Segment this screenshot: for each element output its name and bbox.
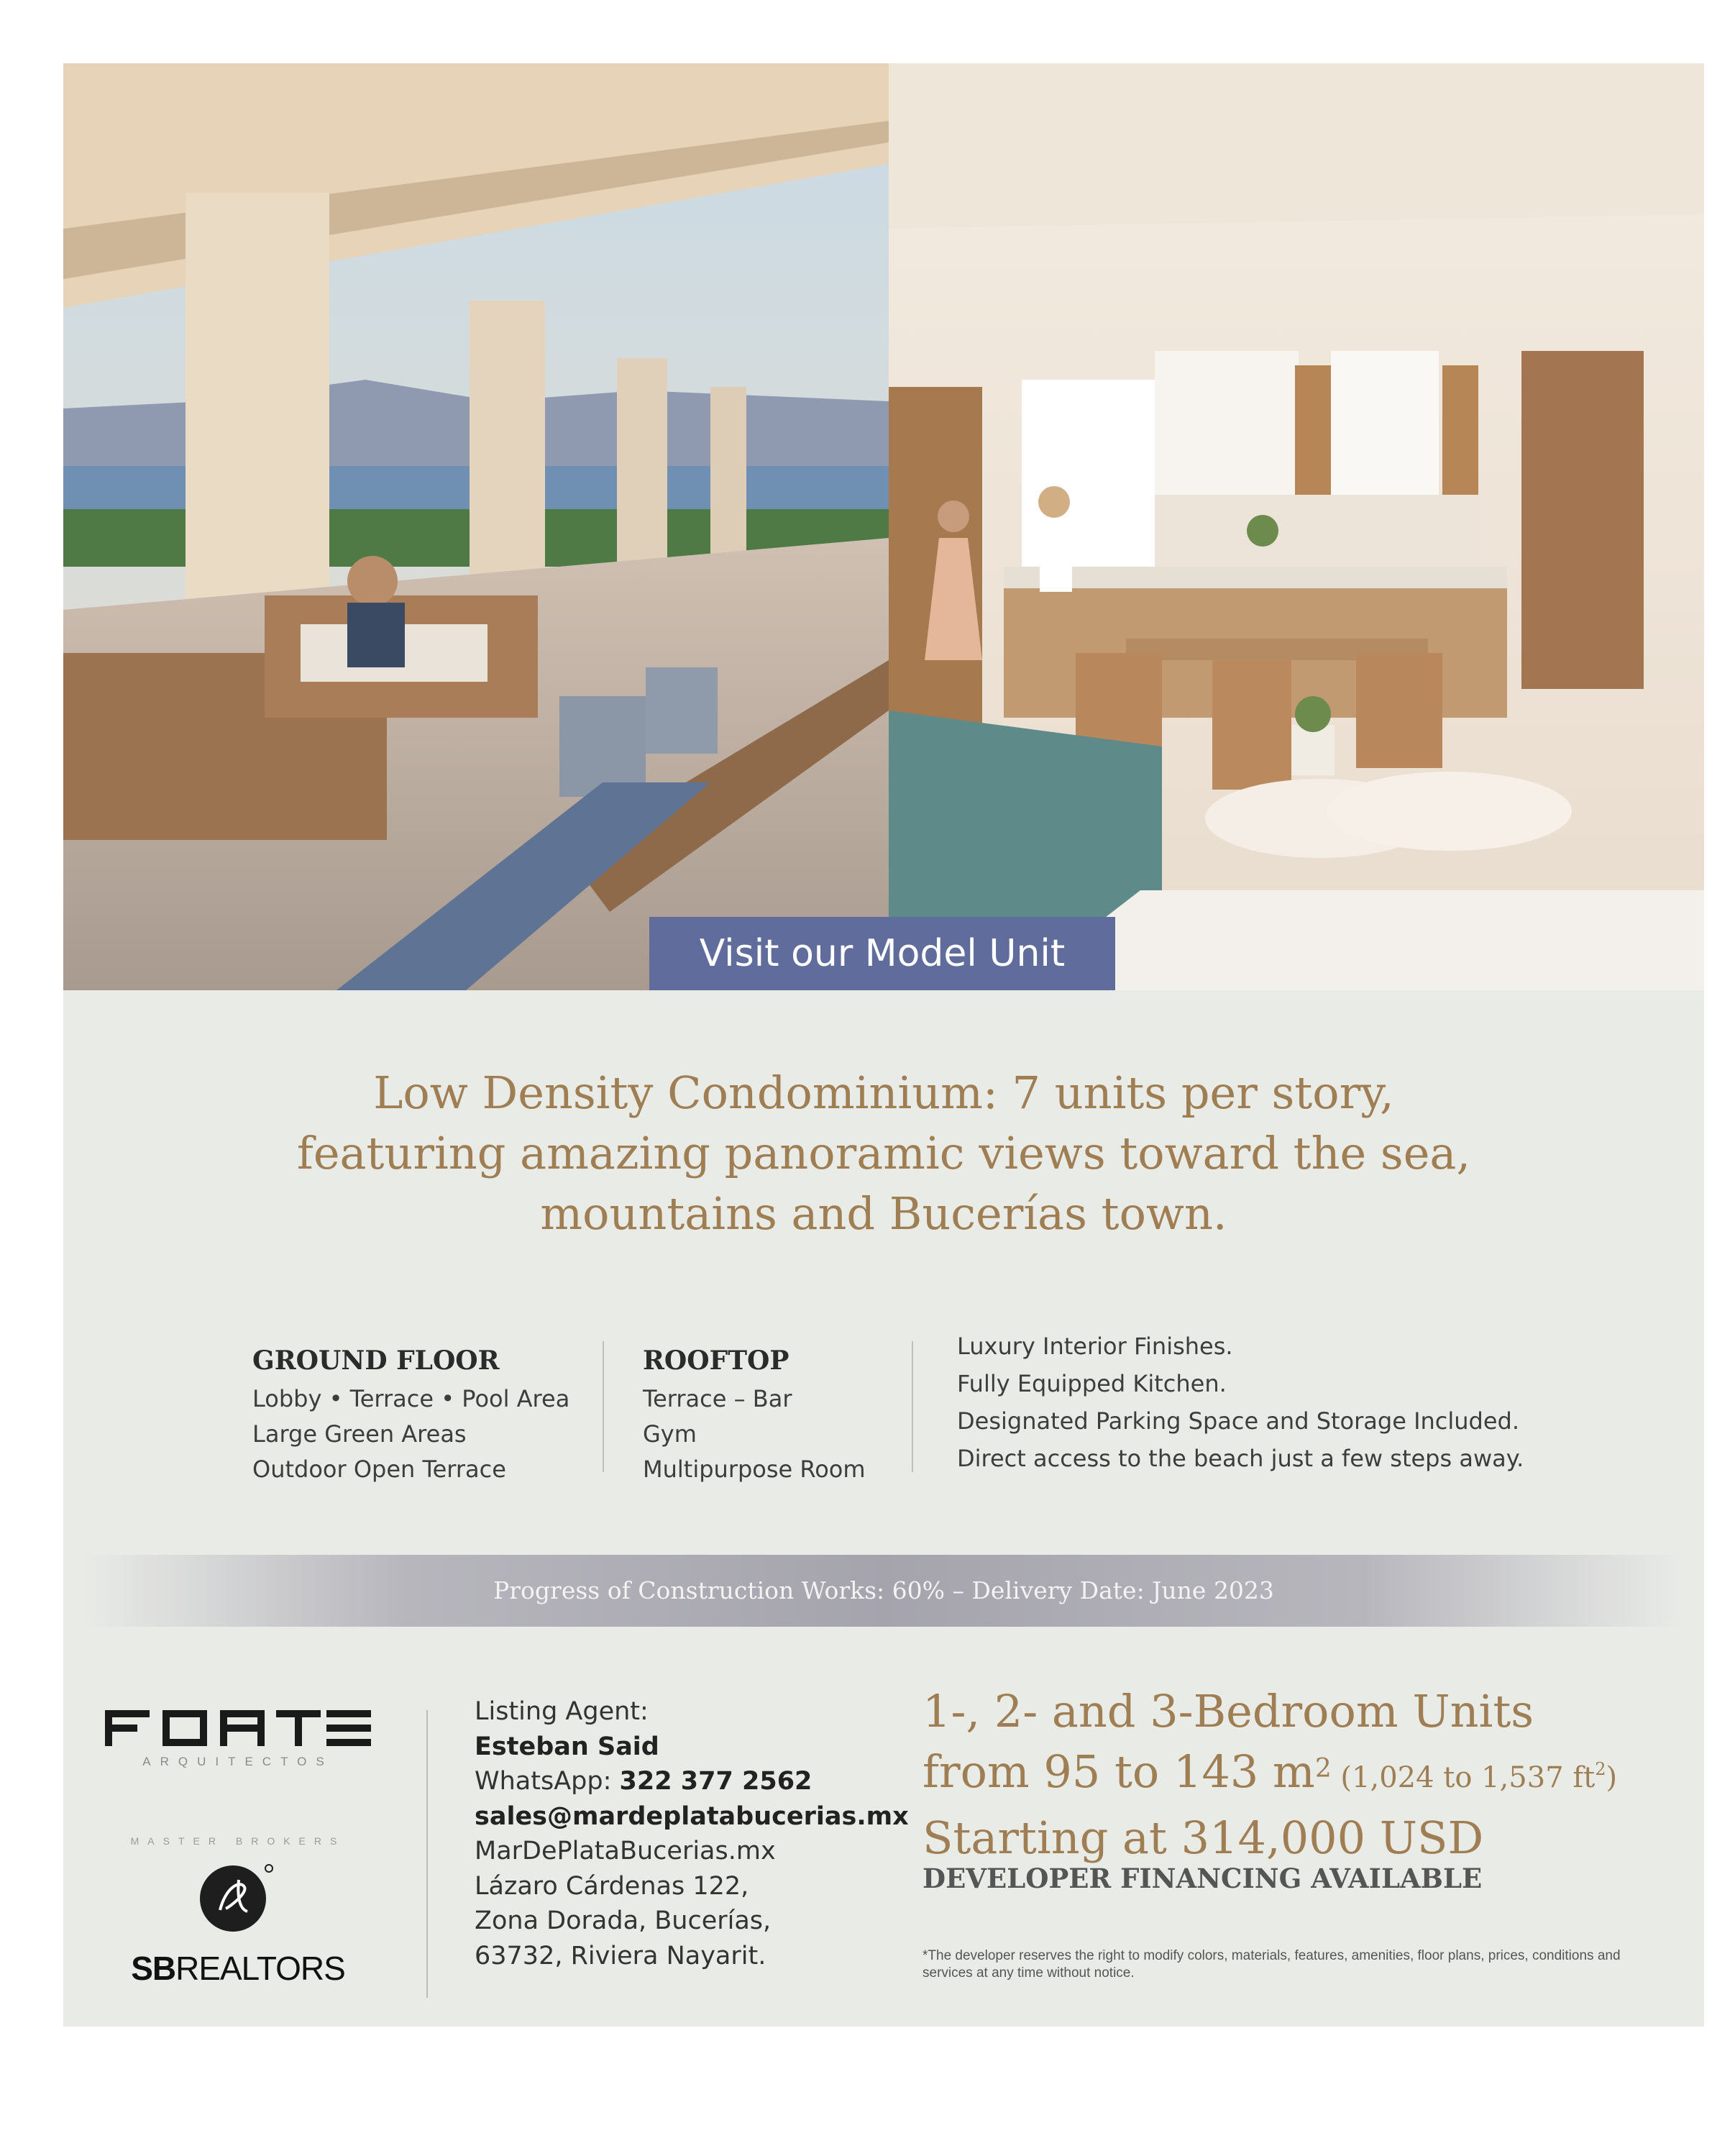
- rooftop-amenities: [643, 1340, 866, 1487]
- ground-floor-item: Lobby • Terrace • Pool Area: [252, 1385, 570, 1412]
- ground-floor-amenities: [252, 1340, 569, 1487]
- flyer-page: [63, 63, 1704, 2027]
- rooftop-title: ROOFTOP: [643, 1346, 789, 1376]
- feature-item: Direct access to the beach just a few steps away.: [957, 1445, 1524, 1472]
- agent-name: Esteban Said: [475, 1732, 659, 1761]
- units-size-sqft-end: ): [1606, 1761, 1618, 1794]
- address-line-2: Zona Dorada, Bucerías,: [475, 1906, 772, 1935]
- ground-floor-title: GROUND FLOOR: [252, 1346, 500, 1376]
- unit-features: [957, 1328, 1524, 1477]
- forte-subtitle: ARQUITECTOS: [142, 1755, 334, 1768]
- headline-line-3: mountains and Bucerías town.: [540, 1187, 1227, 1240]
- sb-realtors-bold: SB: [131, 1950, 176, 1987]
- footer-divider: [426, 1710, 428, 1998]
- hero-photos: [63, 63, 1704, 990]
- divider: [603, 1341, 604, 1472]
- agent-email-link[interactable]: sales@mardeplatabucerias.mx: [475, 1801, 909, 1831]
- agent-label: Listing Agent:: [475, 1697, 649, 1726]
- units-size-sqft-sup: 2: [1595, 1759, 1606, 1779]
- sb-realtors-rest: REALTORS: [175, 1950, 345, 1987]
- developer-financing: DEVELOPER FINANCING AVAILABLE: [923, 1863, 1483, 1894]
- divider: [912, 1341, 913, 1472]
- forte-logo: [105, 1710, 371, 1746]
- rooftop-item: Multipurpose Room: [643, 1456, 866, 1483]
- master-brokers-label: MASTER BROKERS: [130, 1835, 346, 1847]
- units-size-main: from 95 to 143 m: [923, 1745, 1315, 1798]
- headline-line-2: featuring amazing panoramic views toward the sea,: [296, 1127, 1471, 1179]
- whatsapp-number[interactable]: 322 377 2562: [619, 1767, 812, 1796]
- construction-progress-bar: Progress of Construction Works: 60% – Delivery Date: June 2023: [85, 1555, 1683, 1627]
- units-size: [923, 1742, 1617, 1808]
- ground-floor-item: Outdoor Open Terrace: [252, 1456, 506, 1483]
- units-size-sqft: [1332, 1761, 1617, 1794]
- address-line-1: Lázaro Cárdenas 122,: [475, 1871, 749, 1901]
- kitchen-dining-photo: [889, 63, 1704, 990]
- website-link[interactable]: MarDePlataBucerias.mx: [475, 1837, 776, 1865]
- rooftop-item: Terrace – Bar: [643, 1385, 792, 1412]
- rooftop-terrace-photo: [63, 63, 889, 990]
- units-price: Starting at 314,000 USD: [923, 1812, 1484, 1864]
- listing-agent-info: [475, 1694, 909, 1973]
- whatsapp-label: WhatsApp:: [475, 1767, 620, 1796]
- feature-item: Fully Equipped Kitchen.: [957, 1370, 1227, 1397]
- units-size-sqft-text: (1,024 to 1,537 ft: [1331, 1761, 1596, 1794]
- headline-line-1: Low Density Condominium: 7 units per story,: [373, 1066, 1394, 1119]
- ground-floor-item: Large Green Areas: [252, 1420, 467, 1448]
- disclaimer: *The developer reserves the right to modify colors, materials, features, amenities, floor plans, prices, conditions and services at any time without notice.: [923, 1948, 1621, 1981]
- feature-item: Luxury Interior Finishes.: [957, 1333, 1233, 1360]
- rooftop-item: Gym: [643, 1420, 697, 1448]
- units-bedrooms: 1-, 2- and 3-Bedroom Units: [923, 1685, 1534, 1737]
- sb-realtors-emblem-icon: [197, 1858, 276, 1937]
- headline: [63, 1063, 1704, 1244]
- units-info: [923, 1681, 1617, 1868]
- feature-item: Designated Parking Space and Storage Included.: [957, 1407, 1520, 1435]
- visit-model-unit-banner: Visit our Model Unit: [649, 917, 1115, 990]
- address-line-3: 63732, Riviera Nayarit.: [475, 1941, 766, 1970]
- agent-whatsapp: [475, 1764, 909, 1799]
- units-size-sup: 2: [1314, 1754, 1332, 1783]
- sb-realtors-logo: [105, 1949, 371, 1988]
